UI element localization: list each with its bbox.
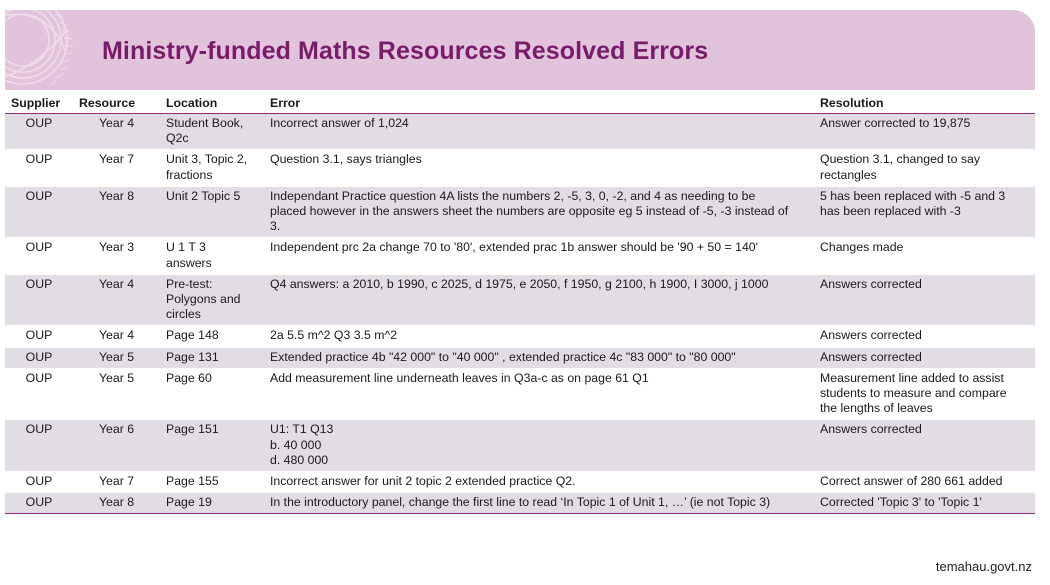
cell-location <box>160 493 264 514</box>
table-row <box>5 238 1035 274</box>
cell-resource: Year 3 <box>73 238 160 274</box>
cell-supplier: OUP <box>5 150 73 186</box>
page-title: Ministry-funded Maths Resources Resolved Errors <box>102 37 709 65</box>
cell-location <box>160 238 264 274</box>
cell-location-line: Page 155 <box>166 474 219 489</box>
cell-error-line: In the introductory panel, change the first line to read ‘In Topic 1 of Unit 1, …’ (ie not Topic 3) <box>270 495 771 510</box>
cell-error-line: 3. <box>270 219 281 234</box>
cell-supplier: OUP <box>5 420 73 472</box>
cell-resolution-line: Changes made <box>820 240 904 255</box>
cell-error-line: Q4 answers: a 2010, b 1990, c 2025, d 1975, e 2050, f 1950, g 2100, h 1900, I 3000, j 1000 <box>270 276 769 291</box>
cell-supplier: OUP <box>5 347 73 368</box>
cell-resolution <box>814 472 1035 493</box>
cell-resource: Year 5 <box>73 347 160 368</box>
cell-supplier: OUP <box>5 493 73 514</box>
table-row <box>5 150 1035 186</box>
cell-location-line: U 1 T 3 <box>166 240 206 255</box>
cell-location <box>160 326 264 347</box>
cell-resolution <box>814 347 1035 368</box>
cell-error <box>264 420 814 472</box>
cell-location-line: Page 151 <box>166 422 219 437</box>
cell-error-line: Incorrect answer of 1,024 <box>270 116 409 130</box>
cell-supplier: OUP <box>5 368 73 420</box>
cell-location <box>160 368 264 420</box>
col-header-resource: Resource <box>73 92 160 114</box>
cell-supplier: OUP <box>5 186 73 238</box>
cell-error <box>264 238 814 274</box>
cell-location-line: Page 60 <box>166 370 212 385</box>
cell-location-line: Page 131 <box>166 349 219 364</box>
cell-resolution-line: Answers corrected <box>820 328 922 343</box>
col-header-supplier: Supplier <box>5 92 73 114</box>
cell-location-line: Pre-test: <box>166 276 213 291</box>
table-row <box>5 274 1035 326</box>
koru-pattern-icon <box>5 10 105 90</box>
cell-resource: Year 4 <box>73 326 160 347</box>
cell-resolution <box>814 150 1035 186</box>
footer-url: temahau.govt.nz <box>935 559 1032 574</box>
cell-error <box>264 150 814 186</box>
cell-location-line: Page 148 <box>166 328 219 343</box>
table-row <box>5 472 1035 493</box>
table-row <box>5 347 1035 368</box>
col-header-location: Location <box>160 92 264 114</box>
cell-resolution-line: Answer corrected to 19,875 <box>820 116 971 130</box>
cell-error-line: placed however in the answers sheet the numbers are opposite eg 5 instead of -5, -3 instead of <box>270 204 789 219</box>
cell-error-line: Independent prc 2a change 70 to '80', extended prac 1b answer should be '90 + 50 = 140' <box>270 240 758 255</box>
cell-resolution-line: Measurement line added to assist <box>820 370 1004 385</box>
cell-error-line: b. 40 000 <box>270 437 322 452</box>
cell-location <box>160 472 264 493</box>
cell-resource: Year 5 <box>73 368 160 420</box>
cell-error-line: Extended practice 4b "42 000" to "40 000" , extended practice 4c "83 000" to "80 000" <box>270 349 736 364</box>
cell-error-line: U1: T1 Q13 <box>270 422 334 437</box>
cell-error-line: Incorrect answer for unit 2 topic 2 extended practice Q2. <box>270 474 576 489</box>
table-row <box>5 420 1035 472</box>
cell-error <box>264 274 814 326</box>
table-body <box>5 114 1035 514</box>
cell-error-line: 2a 5.5 m^2 Q3 3.5 m^2 <box>270 328 398 343</box>
cell-error-line: Add measurement line underneath leaves in Q3a-c as on page 61 Q1 <box>270 370 649 385</box>
cell-resource: Year 4 <box>73 114 160 150</box>
cell-location <box>160 186 264 238</box>
cell-location <box>160 420 264 472</box>
cell-resource: Year 8 <box>73 186 160 238</box>
cell-supplier: OUP <box>5 114 73 150</box>
table-row <box>5 114 1035 150</box>
cell-resolution-line: has been replaced with -3 <box>820 204 961 219</box>
cell-location-line: Unit 3, Topic 2, <box>166 152 248 167</box>
cell-resource: Year 8 <box>73 493 160 514</box>
cell-resource: Year 7 <box>73 472 160 493</box>
cell-resolution-line: Question 3.1, changed to say <box>820 152 980 167</box>
cell-error <box>264 347 814 368</box>
cell-location-line: fractions <box>166 167 213 182</box>
cell-error <box>264 114 814 150</box>
errors-table <box>5 92 1035 514</box>
cell-location-line: Page 19 <box>166 495 212 510</box>
cell-resolution-line: 5 has been replaced with -5 and 3 <box>820 188 1006 203</box>
cell-error <box>264 472 814 493</box>
cell-location-line: Q2c <box>166 131 189 146</box>
cell-resolution-line: Correct answer of 280 661 added <box>820 474 1003 489</box>
header-banner <box>5 10 1035 90</box>
table-header-row <box>5 92 1035 114</box>
cell-error-line: Question 3.1, says triangles <box>270 152 422 167</box>
cell-supplier: OUP <box>5 274 73 326</box>
cell-location-line: Unit 2 Topic 5 <box>166 188 241 203</box>
cell-error <box>264 493 814 514</box>
table-row <box>5 186 1035 238</box>
cell-location <box>160 274 264 326</box>
cell-resolution <box>814 326 1035 347</box>
table-row <box>5 493 1035 514</box>
cell-location-line: circles <box>166 307 201 322</box>
cell-error-line: d. 480 000 <box>270 452 329 467</box>
cell-location <box>160 150 264 186</box>
cell-location <box>160 347 264 368</box>
cell-resolution-line: Answers corrected <box>820 422 922 437</box>
cell-resolution <box>814 238 1035 274</box>
cell-error <box>264 186 814 238</box>
table-row <box>5 368 1035 420</box>
cell-location-line: Polygons and <box>166 292 241 307</box>
cell-supplier: OUP <box>5 326 73 347</box>
cell-supplier: OUP <box>5 472 73 493</box>
cell-resource: Year 7 <box>73 150 160 186</box>
cell-error <box>264 326 814 347</box>
cell-supplier: OUP <box>5 238 73 274</box>
cell-resolution-line: Corrected 'Topic 3' to 'Topic 1' <box>820 495 982 510</box>
cell-location-line: Student Book, <box>166 116 244 130</box>
cell-resolution <box>814 274 1035 326</box>
cell-location-line: answers <box>166 255 212 270</box>
cell-location <box>160 114 264 150</box>
cell-resource: Year 4 <box>73 274 160 326</box>
cell-error-line: Independant Practice question 4A lists the numbers 2, -5, 3, 0, -2, and 4 as needing to be <box>270 188 756 203</box>
cell-resolution-line: Answers corrected <box>820 276 922 291</box>
col-header-error: Error <box>264 92 814 114</box>
cell-error <box>264 368 814 420</box>
cell-resolution-line: rectangles <box>820 167 877 182</box>
cell-resolution-line: students to measure and compare <box>820 386 1007 401</box>
col-header-resolution: Resolution <box>814 92 1035 114</box>
cell-resource: Year 6 <box>73 420 160 472</box>
table-row <box>5 326 1035 347</box>
cell-resolution <box>814 114 1035 150</box>
cell-resolution <box>814 420 1035 472</box>
cell-resolution <box>814 493 1035 514</box>
cell-resolution-line: Answers corrected <box>820 349 922 364</box>
cell-resolution-line: the lengths of leaves <box>820 401 933 416</box>
cell-resolution <box>814 368 1035 420</box>
cell-resolution <box>814 186 1035 238</box>
